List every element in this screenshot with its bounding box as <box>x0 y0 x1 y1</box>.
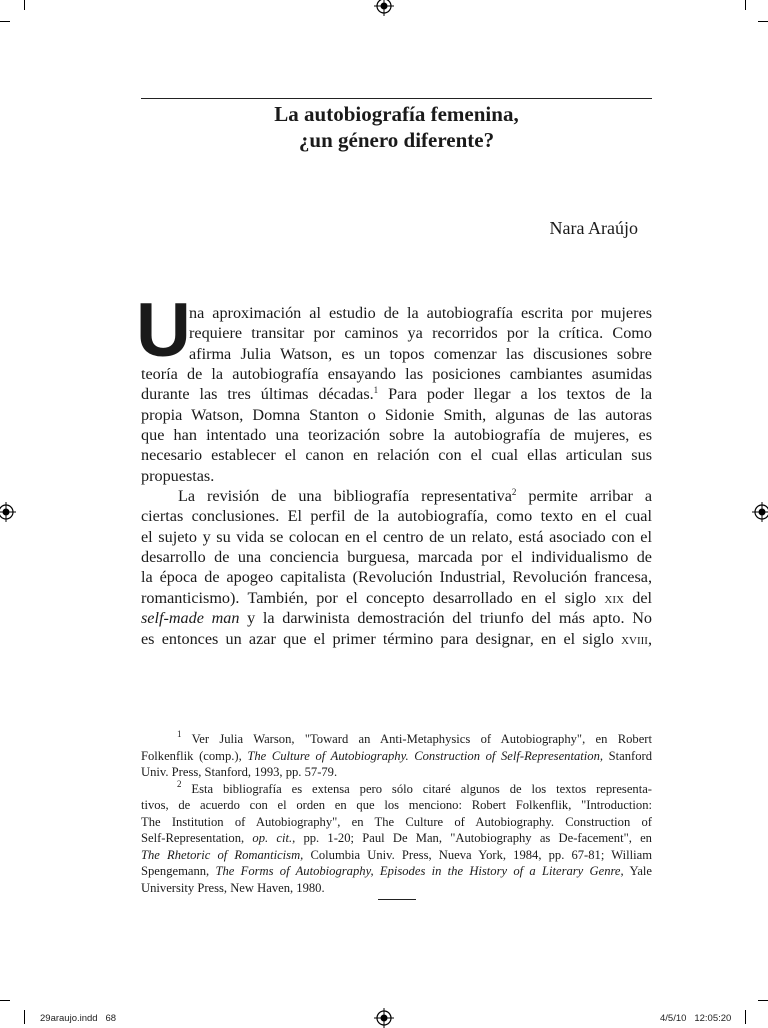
footnote-1-line <box>141 731 652 748</box>
footnote-end-rule <box>378 899 416 900</box>
footnote-ref-2[interactable]: 2 <box>511 487 517 498</box>
footnotes <box>141 731 652 896</box>
crop-mark-bottom-left-v <box>24 1010 25 1024</box>
footnote-number: 2 <box>177 778 182 789</box>
title-rule <box>141 98 652 99</box>
registration-mark-bottom-icon <box>374 1008 394 1028</box>
crop-mark-bottom-right-v <box>745 1010 746 1024</box>
text-fragment: Columbia Univ. Press, Nueva York, 1984, pp. 67-81; William <box>303 847 653 862</box>
text-line: afirma Julia Watson, es un topos comenzar las discusiones sobre <box>189 344 652 363</box>
text-line: ciertas conclusiones. El perfil de la autobiografía, como texto en el cual <box>141 507 652 526</box>
text-line <box>141 486 652 506</box>
footnote-2-line: University Press, New Haven, 1980. <box>141 880 325 895</box>
slug-file-name: 29araujo.indd 68 <box>40 1013 117 1024</box>
footnote-1-line <box>141 748 652 765</box>
text-line <box>141 629 652 649</box>
text-fragment: romanticismo). También, por el concepto desarrollado en el siglo <box>141 588 605 607</box>
text-fragment: permite arribar a <box>516 487 652 506</box>
text-line: el sujeto y su vida se colocan en el centro de un relato, está asociado con el <box>141 527 652 546</box>
italic-term: self-made man <box>141 609 240 628</box>
italic-title: The Forms of Autobiography, Episodes in the History of a Literary Genre, <box>215 864 624 878</box>
registration-mark-right-icon <box>752 502 768 522</box>
text-line: na aproximación al estudio de la autobiografía escrita por mujeres <box>189 304 652 322</box>
registration-mark-left-icon <box>0 502 16 522</box>
text-fragment: Self-Representation, <box>141 831 253 845</box>
footnote-2-line <box>141 847 652 864</box>
text-line <box>141 588 652 608</box>
body-text <box>141 303 652 649</box>
crop-mark-top-left <box>0 21 10 22</box>
title-line-1: La autobiografía femenina, <box>274 102 519 126</box>
text-fragment: y la darwinista demostración del triunfo del más apto. No <box>239 609 652 628</box>
text-line: propuestas. <box>141 466 215 485</box>
page-title <box>141 101 652 153</box>
text-fragment: Para poder llegar a los textos de la <box>388 385 653 404</box>
text-fragment: Stanford <box>603 748 652 763</box>
text-line: teoría de la autobiografía ensayando las posiciones cambiantes asumidas <box>141 365 652 384</box>
text-fragment: es entonces un azar que el primer término para designar, en el siglo <box>141 629 622 648</box>
registration-mark-top-icon <box>374 0 394 16</box>
crop-mark-top-right-v <box>745 0 746 10</box>
text-line: desarrollo de una conciencia burguesa, marcada por el individualismo de <box>141 548 652 567</box>
text-fragment: La revisión de una bibliografía representativa <box>178 487 512 506</box>
italic-title: The Culture of Autobiography. Construction of Self-Representation, <box>247 748 604 763</box>
text-fragment: Esta bibliografía es extensa pero sólo citaré algunos de los textos representa- <box>181 781 652 796</box>
italic-term: op. cit. <box>252 831 293 845</box>
text-line <box>141 384 652 404</box>
footnote-2-line: tivos, de acuerdo con el orden en que los menciono: Robert Folkenflik, "Introduction: <box>141 798 652 812</box>
text-fragment: Ver Julia Warson, "Toward an Anti-Metaphysics of Autobiography", en Robert <box>181 732 652 746</box>
drop-cap: U <box>136 288 191 373</box>
text-fragment: durante las tres últimas décadas. <box>141 385 374 404</box>
century-numeral: xix <box>604 590 624 607</box>
slug-timestamp: 4/5/10 12:05:20 <box>660 1013 732 1024</box>
footnote-2-line <box>141 778 652 798</box>
crop-mark-bottom-right <box>758 1000 768 1001</box>
footnote-2-line <box>141 863 652 880</box>
text-line: propia Watson, Domna Stanton o Sidonie Smith, algunas de las autoras <box>141 405 652 424</box>
century-numeral: xviii <box>621 631 648 648</box>
text-line: la época de apogeo capitalista (Revolución Industrial, Revolución francesa, <box>141 568 652 587</box>
author-name: Nara Araújo <box>549 218 638 238</box>
text-line: requiere transitar por caminos ya recorridos por la crítica. Como <box>189 324 652 343</box>
text-fragment: , <box>647 629 652 648</box>
text-line: necesario establecer el canon en relación con el cual ellas articulan sus <box>141 446 652 465</box>
italic-title: The Rhetoric of Romanticism, <box>141 847 304 862</box>
crop-mark-top-left-v <box>24 0 25 10</box>
footnote-number: 1 <box>177 729 182 739</box>
footnote-ref-1[interactable]: 1 <box>373 385 379 396</box>
title-line-2: ¿un género diferente? <box>298 128 495 152</box>
text-fragment: Spengemann, <box>141 864 216 878</box>
footnote-2-line <box>141 830 652 847</box>
text-fragment: Yale <box>623 864 652 878</box>
text-fragment: Folkenflik (comp.), <box>141 748 248 763</box>
crop-mark-top-right <box>758 21 768 22</box>
text-line: que han intentado una teorización sobre la autobiografía de mujeres, es <box>141 426 652 445</box>
text-fragment: , pp. 1-20; Paul De Man, "Autobiography as De-facement", en <box>292 831 652 845</box>
text-fragment: del <box>623 588 653 607</box>
footnote-1-line: Univ. Press, Stanford, 1993, pp. 57-79. <box>141 765 338 779</box>
text-line <box>141 608 652 628</box>
crop-mark-bottom-left <box>0 1000 10 1001</box>
footnote-2-line: The Institution of Autobiography", en The Culture of Autobiography. Construction of <box>141 814 652 829</box>
